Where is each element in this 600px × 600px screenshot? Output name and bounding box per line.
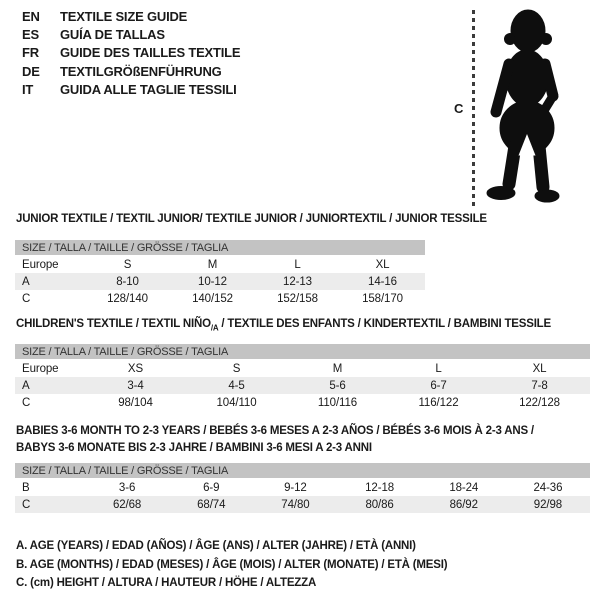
table-cell: 122/128: [519, 396, 560, 409]
table-cell: 3-6: [118, 481, 136, 494]
table-cell: 74/80: [281, 498, 310, 511]
row-label: A: [22, 275, 30, 288]
title-subscript: /A: [210, 323, 219, 333]
guide-title: TEXTILE SIZE GUIDE: [60, 9, 188, 24]
table-cell: 158/170: [362, 292, 403, 305]
table-cell: 7-8: [531, 379, 548, 392]
title-part: / TEXTILE DES ENFANTS / KINDERTEXTIL / BAMBINI TESSILE: [218, 318, 551, 330]
baby-torso: [506, 50, 548, 106]
header-row-fr: [22, 44, 240, 62]
guide-title: GUIDA ALLE TAGLIE TESSILI: [60, 81, 237, 97]
table-cell: L: [435, 362, 442, 375]
table-cell: XS: [127, 362, 144, 375]
footnote-a: A. AGE (YEARS) / EDAD (AÑOS) / ÂGE (ANS) / ALTER (JAHRE) / ETÀ (ANNI): [16, 540, 416, 552]
title-line-2: BABYS 3-6 MONATE BIS 2-3 JAHRE / BAMBINI 3-6 MESI A 2-3 ANNI: [16, 441, 372, 454]
table-cell: 128/140: [107, 292, 148, 305]
guide-title: GUIDE DES TAILLES TEXTILE: [60, 45, 241, 61]
children-table-rows: [15, 360, 590, 411]
table-cell: 140/152: [192, 292, 233, 305]
row-label: A: [22, 379, 30, 392]
table-cell: 86/92: [449, 498, 478, 511]
baby-leg-right: [539, 146, 543, 187]
baby-foot-left: [487, 187, 515, 200]
table-cell: S: [123, 258, 132, 271]
language-code: IT: [22, 81, 34, 97]
babies-table-rows: [15, 479, 590, 513]
section-title-junior: JUNIOR TEXTILE / TEXTIL JUNIOR/ TEXTILE JUNIOR / JUNIORTEXTIL / JUNIOR TESSILE: [16, 213, 487, 225]
size-header-bar: SIZE / TALLA / TAILLE / GRÖSSE / TAGLIA: [15, 344, 590, 359]
table-row: [15, 479, 590, 496]
table-cell: 104/110: [216, 396, 257, 409]
header-row-de: [22, 63, 240, 81]
size-header-bar: SIZE / TALLA / TAILLE / GRÖSSE / TAGLIA: [15, 240, 425, 255]
header-row-en: [22, 8, 240, 26]
table-cell: M: [332, 362, 343, 375]
baby-leg-left: [509, 146, 515, 184]
table-cell: 3-4: [127, 379, 144, 392]
table-cell: 110/116: [317, 396, 358, 409]
header-row-es: [22, 26, 240, 44]
table-cell: 12-18: [365, 481, 395, 494]
table-row: [15, 273, 425, 290]
row-label: C: [22, 292, 31, 305]
table-cell: 152/158: [277, 292, 318, 305]
table-cell: 4-5: [228, 379, 245, 392]
row-label: C: [22, 498, 31, 511]
baby-arm-left: [496, 64, 509, 112]
table-row: [15, 360, 590, 377]
height-marker-label: C: [454, 101, 464, 116]
table-cell: M: [207, 258, 218, 271]
language-code: DE: [22, 63, 40, 79]
size-header-bar: SIZE / TALLA / TAILLE / GRÖSSE / TAGLIA: [15, 463, 590, 478]
baby-arm-right-fore: [545, 96, 553, 109]
table-cell: S: [232, 362, 241, 375]
footnotes: [16, 537, 447, 593]
guide-title: TEXTILGRÖßENFÜHRUNG: [60, 63, 222, 79]
language-header: [22, 8, 240, 99]
row-label: Europe: [22, 258, 59, 271]
table-cell: 62/68: [112, 498, 142, 511]
table-cell: 18-24: [449, 481, 479, 494]
table-cell: 9-12: [284, 481, 307, 494]
table-cell: 14-16: [368, 275, 397, 288]
table-cell: 12-13: [283, 275, 312, 288]
junior-table-rows: [15, 256, 425, 307]
baby-head: [511, 10, 545, 52]
toddler-silhouette-image: [482, 8, 572, 206]
babies-size-table: [15, 463, 590, 513]
table-row: [15, 377, 590, 394]
table-cell: 92/98: [533, 498, 563, 511]
title-part: CHILDREN'S TEXTILE / TEXTIL NIÑO: [16, 318, 211, 330]
baby-foot-right: [535, 190, 559, 202]
header-row-it: [22, 81, 240, 99]
table-cell: L: [294, 258, 301, 271]
table-cell: XL: [532, 362, 547, 375]
title-line-1: BABIES 3-6 MONTH TO 2-3 YEARS / BEBÉS 3-6 MESES A 2-3 AÑOS / BÉBÉS 3-6 MOIS À 2-3 ANS /: [16, 425, 534, 437]
height-dashed-line: [472, 10, 475, 206]
section-title-babies: [16, 423, 576, 456]
language-code: ES: [22, 27, 39, 43]
table-cell: 10-12: [198, 275, 227, 288]
section-title-children: [16, 318, 551, 332]
table-cell: XL: [375, 258, 390, 271]
footnote-c: C. (cm) HEIGHT / ALTURA / HAUTEUR / HÖHE / ALTEZZA: [16, 577, 317, 589]
table-row: [15, 394, 590, 411]
row-label: B: [22, 481, 30, 494]
table-cell: 98/104: [118, 396, 153, 409]
baby-arm-right-upper: [545, 64, 553, 96]
table-cell: 116/122: [418, 396, 459, 409]
row-label: C: [22, 396, 31, 409]
table-row: [15, 496, 590, 513]
footnote-b: B. AGE (MONTHS) / EDAD (MESES) / ÂGE (MOIS) / ALTER (MONATE) / ETÀ (MESI): [16, 558, 448, 571]
junior-size-table: [15, 240, 425, 307]
language-code: EN: [22, 9, 40, 24]
guide-title: GUÍA DE TALLAS: [60, 27, 165, 43]
baby-ear-left: [505, 34, 516, 45]
table-cell: 24-36: [533, 481, 563, 494]
table-cell: 6-9: [203, 481, 220, 494]
table-cell: 8-10: [116, 275, 139, 288]
row-label: Europe: [22, 362, 59, 375]
language-code: FR: [22, 45, 39, 61]
table-cell: 5-6: [329, 379, 346, 392]
table-cell: 6-7: [430, 379, 447, 392]
table-row: [15, 256, 425, 273]
table-cell: 68/74: [197, 498, 226, 511]
table-row: [15, 290, 425, 307]
children-size-table: [15, 344, 590, 411]
table-cell: 80/86: [365, 498, 394, 511]
baby-ear-right: [541, 34, 552, 45]
